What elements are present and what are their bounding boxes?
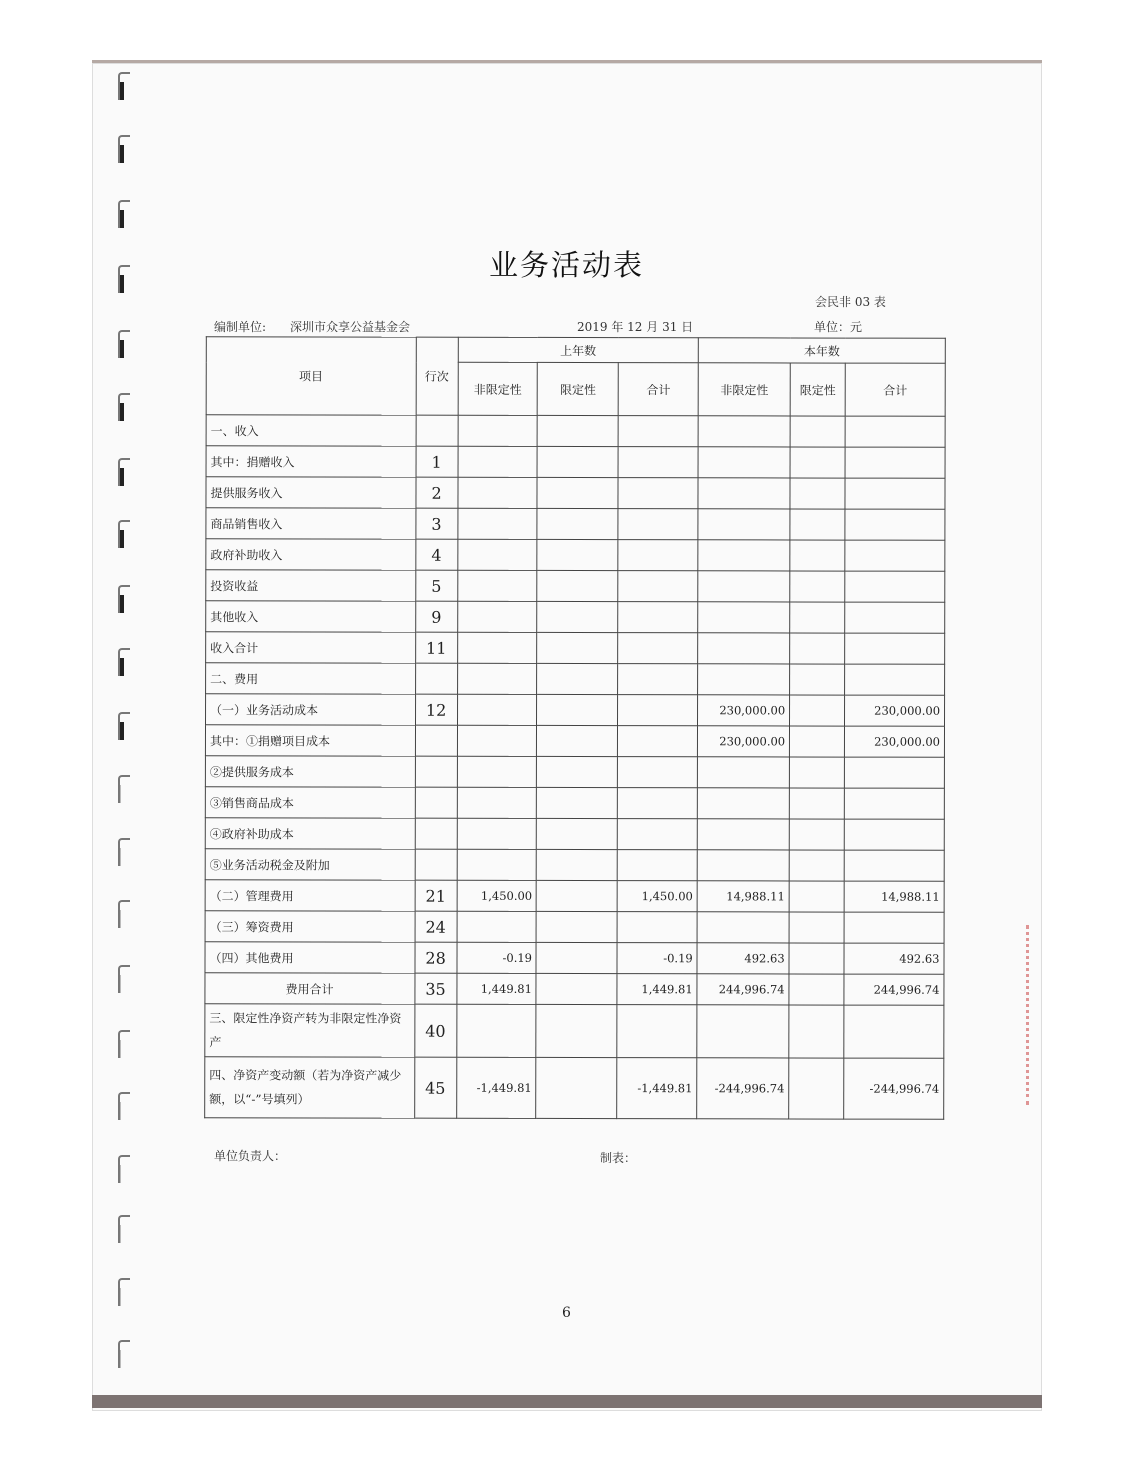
cell-value xyxy=(537,818,618,849)
cell-value xyxy=(789,881,844,912)
row-label: ⑤业务活动税金及附加 xyxy=(205,849,415,880)
row-label: ③销售商品成本 xyxy=(205,787,415,818)
cell-value xyxy=(789,1005,844,1058)
row-number xyxy=(416,415,458,446)
cell-value xyxy=(457,818,537,849)
row-label: （四）其他费用 xyxy=(205,942,415,973)
table-row xyxy=(205,880,944,913)
cell-value xyxy=(789,912,844,943)
table-row xyxy=(205,818,944,851)
red-seal-edge xyxy=(1026,925,1043,1105)
table-row xyxy=(206,415,945,448)
row-label: 商品销售收入 xyxy=(206,508,416,539)
row-label: ②提供服务成本 xyxy=(205,756,415,787)
row-number: 40 xyxy=(414,1004,456,1057)
row-label: （三）筹资费用 xyxy=(205,911,415,942)
row-number xyxy=(415,663,457,694)
cell-value xyxy=(618,695,698,726)
cell-value xyxy=(618,416,698,447)
header-last-year: 上年数 xyxy=(458,337,699,363)
cell-value xyxy=(844,819,944,850)
row-label: 其中：①捐赠项目成本 xyxy=(205,725,415,756)
cell-value xyxy=(456,1004,536,1057)
cell-value xyxy=(537,539,618,570)
page-title: 业务活动表 xyxy=(488,248,644,282)
cell-value xyxy=(457,601,537,632)
cell-value xyxy=(845,447,945,478)
cell-value: 14,988.11 xyxy=(697,881,789,912)
row-label: 其他收入 xyxy=(206,601,416,632)
cell-value: 230,000.00 xyxy=(844,726,944,757)
cell-value xyxy=(536,1004,617,1057)
cell-value: 492.63 xyxy=(844,943,944,974)
cell-value xyxy=(844,912,944,943)
cell-value xyxy=(537,508,618,539)
cell-value xyxy=(697,850,789,881)
cell-value xyxy=(457,725,537,756)
cell-value xyxy=(537,725,618,756)
row-number: 28 xyxy=(415,942,457,973)
row-number: 9 xyxy=(415,601,457,632)
table-row xyxy=(205,1004,944,1059)
cell-value xyxy=(538,415,619,446)
cell-value xyxy=(844,850,944,881)
binding-ring xyxy=(118,1278,130,1308)
binding-ring xyxy=(118,775,130,805)
cell-value xyxy=(537,601,618,632)
table-row xyxy=(205,1057,944,1120)
row-number: 21 xyxy=(415,880,457,911)
cell-value xyxy=(697,819,789,850)
cell-value xyxy=(536,942,617,973)
table-row xyxy=(205,942,944,975)
binding-ring xyxy=(118,135,130,165)
cell-value: -1,449.81 xyxy=(617,1058,697,1119)
cell-value xyxy=(457,508,537,539)
form-code: 会民非 03 表 xyxy=(815,295,886,309)
row-label: ④政府补助成本 xyxy=(205,818,415,849)
cell-value xyxy=(789,1058,844,1119)
cell-value: 230,000.00 xyxy=(698,726,790,757)
paper-edge xyxy=(92,1395,1042,1408)
table-row xyxy=(206,477,945,510)
cell-value xyxy=(697,912,789,943)
table-row xyxy=(206,508,945,541)
binding-ring xyxy=(118,838,130,868)
cell-value xyxy=(698,478,790,509)
cell-value xyxy=(457,694,537,725)
binding-ring xyxy=(118,393,130,423)
cell-value xyxy=(844,757,944,788)
cell-value xyxy=(536,973,617,1004)
cell-value xyxy=(537,663,618,694)
cell-value xyxy=(698,664,790,695)
org-name: 深圳市众享公益基金会 xyxy=(290,320,411,334)
cell-value xyxy=(618,819,698,850)
cell-value xyxy=(789,850,844,881)
cell-value: 1,449.81 xyxy=(456,973,536,1004)
cell-value xyxy=(698,509,790,540)
cell-value xyxy=(457,787,537,818)
row-number: 2 xyxy=(416,477,458,508)
header-this-total: 合计 xyxy=(845,363,945,416)
page-number: 6 xyxy=(562,1305,571,1321)
cell-value xyxy=(790,633,845,664)
cell-value xyxy=(790,757,845,788)
cell-value: 492.63 xyxy=(697,943,789,974)
cell-value xyxy=(458,446,538,477)
currency-unit: 单位：元 xyxy=(814,320,863,334)
header-this-restricted: 限定性 xyxy=(790,363,845,416)
table-row xyxy=(205,849,944,882)
cell-value xyxy=(789,788,844,819)
row-number xyxy=(415,787,457,818)
cell-value xyxy=(790,509,845,540)
row-label: 三、限定性净资产转为非限定性净资产 xyxy=(205,1004,415,1057)
cell-value xyxy=(618,602,698,633)
cell-value xyxy=(457,663,537,694)
cell-value xyxy=(845,478,945,509)
table-row xyxy=(206,694,945,727)
table-row xyxy=(205,973,944,1006)
header-last-unrestricted: 非限定性 xyxy=(458,362,538,415)
binding-ring xyxy=(118,1340,130,1370)
binding-ring xyxy=(118,648,130,678)
binding-ring xyxy=(118,330,130,360)
cell-value xyxy=(618,509,698,540)
unit-head-label: 单位负责人： xyxy=(214,1149,287,1163)
row-number: 11 xyxy=(415,632,457,663)
table-row xyxy=(205,787,944,820)
header-this-unrestricted: 非限定性 xyxy=(698,363,790,416)
cell-value xyxy=(618,633,698,664)
row-number: 35 xyxy=(415,973,457,1004)
row-number: 3 xyxy=(415,508,457,539)
cell-value xyxy=(845,633,945,664)
activity-statement-table xyxy=(204,336,946,1120)
cell-value: 230,000.00 xyxy=(698,695,790,726)
row-number: 45 xyxy=(414,1057,456,1118)
cell-value xyxy=(698,633,790,664)
cell-value xyxy=(844,1005,944,1058)
cell-value xyxy=(457,756,537,787)
cell-value xyxy=(845,540,945,571)
row-number: 5 xyxy=(415,570,457,601)
cell-value: -1,449.81 xyxy=(456,1057,536,1118)
cell-value xyxy=(537,756,618,787)
cell-value xyxy=(845,571,945,602)
table-row xyxy=(206,663,945,696)
cell-value xyxy=(537,787,618,818)
table-row xyxy=(205,725,944,758)
cell-value xyxy=(790,447,845,478)
cell-value xyxy=(790,726,845,757)
cell-value xyxy=(537,694,618,725)
row-label: 投资收益 xyxy=(206,570,416,601)
cell-value xyxy=(618,726,698,757)
binding-ring xyxy=(118,1215,130,1245)
cell-value xyxy=(457,911,537,942)
header-row-no: 行次 xyxy=(416,337,458,415)
cell-value xyxy=(617,850,697,881)
cell-value xyxy=(845,664,945,695)
cell-value xyxy=(457,570,537,601)
row-label: 二、费用 xyxy=(206,663,416,694)
cell-value: 14,988.11 xyxy=(844,881,944,912)
row-number xyxy=(415,849,457,880)
row-label: （一）业务活动成本 xyxy=(206,694,416,725)
prepared-by-label: 制表： xyxy=(600,1151,637,1165)
binding-ring xyxy=(118,520,130,550)
table-row xyxy=(206,539,945,572)
cell-value: -0.19 xyxy=(617,943,697,974)
cell-value xyxy=(618,447,698,478)
cell-value xyxy=(536,1057,617,1118)
cell-value xyxy=(790,664,845,695)
row-number: 4 xyxy=(415,539,457,570)
org-label: 编制单位: xyxy=(214,320,267,334)
table-row xyxy=(206,570,945,603)
cell-value xyxy=(618,540,698,571)
cell-value xyxy=(789,943,844,974)
table-body xyxy=(205,415,945,1120)
cell-value xyxy=(537,632,618,663)
cell-value xyxy=(537,880,618,911)
cell-value xyxy=(617,912,697,943)
cell-value xyxy=(698,447,790,478)
cell-value xyxy=(845,602,945,633)
row-number xyxy=(415,818,457,849)
cell-value xyxy=(538,446,619,477)
table-row xyxy=(206,446,945,479)
row-number xyxy=(415,756,457,787)
cell-value xyxy=(844,788,944,819)
cell-value: -244,996.74 xyxy=(697,1058,789,1119)
row-label: 提供服务收入 xyxy=(206,477,416,508)
cell-value xyxy=(845,416,945,447)
row-label: 政府补助收入 xyxy=(206,539,416,570)
cell-value xyxy=(790,571,845,602)
cell-value xyxy=(618,571,698,602)
cell-value xyxy=(537,849,618,880)
cell-value xyxy=(697,1005,789,1058)
cell-value xyxy=(789,819,844,850)
report-date: 2019 年 12 月 31 日 xyxy=(577,320,694,334)
binding-ring xyxy=(118,900,130,930)
cell-value xyxy=(618,664,698,695)
row-label: （二）管理费用 xyxy=(205,880,415,911)
row-label: 四、净资产变动额（若为净资产减少额，以“-”号填列） xyxy=(205,1057,415,1118)
binding-ring xyxy=(118,1092,130,1122)
cell-value: 244,996.74 xyxy=(697,974,789,1005)
cell-value xyxy=(457,849,537,880)
cell-value xyxy=(618,757,698,788)
row-label: 费用合计 xyxy=(205,973,415,1004)
cell-value xyxy=(790,602,845,633)
cell-value xyxy=(790,478,845,509)
cell-value: 244,996.74 xyxy=(844,974,944,1005)
cell-value xyxy=(618,788,698,819)
cell-value xyxy=(698,757,790,788)
binding-ring xyxy=(118,1030,130,1060)
cell-value xyxy=(698,540,790,571)
row-label: 其中：捐赠收入 xyxy=(206,446,416,477)
cell-value xyxy=(790,540,845,571)
cell-value: -0.19 xyxy=(457,942,537,973)
row-number xyxy=(415,725,457,756)
cell-value xyxy=(457,539,537,570)
cell-value xyxy=(789,974,844,1005)
header-item: 项目 xyxy=(206,337,416,415)
binding-ring xyxy=(118,1155,130,1185)
binding-ring xyxy=(118,965,130,995)
header-last-total: 合计 xyxy=(618,363,698,416)
binding-ring xyxy=(118,72,130,102)
cell-value xyxy=(698,416,790,447)
cell-value: 1,450.00 xyxy=(617,881,697,912)
cell-value xyxy=(790,416,845,447)
row-number: 12 xyxy=(415,694,457,725)
table-row xyxy=(206,601,945,634)
cell-value xyxy=(698,602,790,633)
binding-ring xyxy=(118,712,130,742)
cell-value: 230,000.00 xyxy=(845,695,945,726)
row-number: 1 xyxy=(416,446,458,477)
cell-value xyxy=(458,415,538,446)
table-row xyxy=(205,756,944,789)
cell-value xyxy=(790,695,845,726)
cell-value: -244,996.74 xyxy=(844,1058,944,1119)
header-last-restricted: 限定性 xyxy=(538,362,619,415)
table-row xyxy=(205,911,944,944)
row-number: 24 xyxy=(415,911,457,942)
cell-value xyxy=(457,632,537,663)
cell-value xyxy=(845,509,945,540)
cell-value xyxy=(618,478,698,509)
binding-ring xyxy=(118,200,130,230)
cell-value: 1,449.81 xyxy=(617,974,697,1005)
row-label: 一、收入 xyxy=(206,415,416,446)
cell-value xyxy=(537,911,618,942)
header-this-year: 本年数 xyxy=(698,338,945,364)
cell-value xyxy=(537,477,618,508)
row-label: 收入合计 xyxy=(206,632,416,663)
cell-value: 1,450.00 xyxy=(457,880,537,911)
cell-value xyxy=(617,1005,697,1058)
cell-value xyxy=(698,571,790,602)
binding-ring xyxy=(118,585,130,615)
table-row xyxy=(206,632,945,665)
cell-value xyxy=(458,477,538,508)
binding-ring xyxy=(118,458,130,488)
cell-value xyxy=(537,570,618,601)
cell-value xyxy=(698,788,790,819)
